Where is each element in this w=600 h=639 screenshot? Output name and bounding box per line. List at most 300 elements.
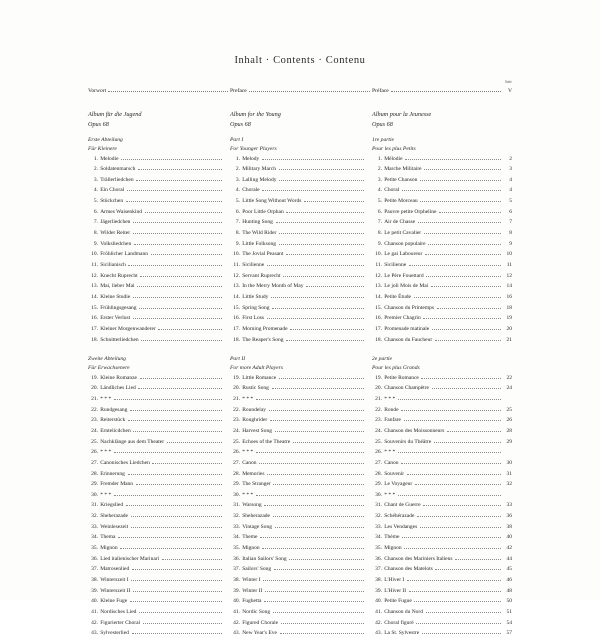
dot-leader xyxy=(273,516,364,517)
dot-leader xyxy=(279,233,364,234)
contents-entry[interactable] xyxy=(230,313,366,324)
contents-entry[interactable] xyxy=(372,281,512,292)
contents-entry[interactable] xyxy=(230,479,366,490)
entry-title: Reiterstück xyxy=(100,417,126,424)
contents-entry[interactable] xyxy=(230,596,366,607)
entry-number: 2. xyxy=(235,166,240,173)
entry-number: 24. xyxy=(233,427,240,434)
entry-number: 12. xyxy=(91,272,98,279)
entry-title: Ein Choral xyxy=(100,187,125,194)
dot-leader xyxy=(416,623,501,624)
album-title-en: Album for the Young xyxy=(230,111,281,118)
contents-entry[interactable] xyxy=(372,532,512,543)
entry-number: 20. xyxy=(233,385,240,392)
contents-entry[interactable] xyxy=(372,303,512,314)
contents-entry[interactable] xyxy=(88,554,224,565)
dot-leader xyxy=(133,591,222,592)
entry-title: Little Study xyxy=(242,294,269,301)
dot-leader xyxy=(151,254,222,255)
contents-entry[interactable] xyxy=(230,217,366,228)
entry-page-number: 24 xyxy=(506,385,512,392)
contents-entry[interactable] xyxy=(230,628,366,639)
contents-entry[interactable] xyxy=(88,207,224,218)
dot-leader xyxy=(128,474,222,475)
contents-entry[interactable] xyxy=(372,469,512,480)
contents-entry[interactable] xyxy=(88,415,224,426)
preface-entry-en xyxy=(230,88,372,94)
contents-entry[interactable] xyxy=(372,373,512,384)
dot-leader xyxy=(131,580,222,581)
entry-number: 41. xyxy=(91,609,98,616)
contents-entry[interactable] xyxy=(372,313,512,324)
contents-entry[interactable] xyxy=(230,207,366,218)
entry-title: The Reaper's Song xyxy=(242,336,284,343)
contents-entry[interactable] xyxy=(372,196,512,207)
entry-title: Knecht Ruprecht xyxy=(100,272,138,279)
entry-title: Roundelay xyxy=(242,406,267,413)
contents-entry[interactable] xyxy=(372,405,512,416)
contents-entry[interactable] xyxy=(88,596,224,607)
dot-leader xyxy=(267,265,364,266)
contents-entry[interactable] xyxy=(88,228,224,239)
contents-entry[interactable] xyxy=(372,217,512,228)
entry-title: Mignon xyxy=(100,545,118,552)
entry-number: 12. xyxy=(233,272,240,279)
contents-entry[interactable] xyxy=(88,618,224,629)
entry-number: 26. xyxy=(91,449,98,456)
entry-number: 18. xyxy=(233,336,240,343)
contents-entry[interactable] xyxy=(88,217,224,228)
entry-number: 22. xyxy=(233,406,240,413)
contents-entry[interactable] xyxy=(372,175,512,186)
entry-title: Melodie xyxy=(100,155,119,162)
part2-title-en: Part II xyxy=(230,356,246,363)
entry-title: * * * xyxy=(242,491,254,498)
preface-entry-de xyxy=(88,88,230,94)
contents-entry[interactable] xyxy=(372,324,512,335)
contents-entry[interactable] xyxy=(230,469,366,480)
entry-title: Schnitterliedchen xyxy=(100,336,139,343)
part2-list-en xyxy=(230,373,366,639)
dot-leader xyxy=(262,159,364,160)
entry-number: 8. xyxy=(235,230,240,237)
contents-entry[interactable] xyxy=(372,164,512,175)
entry-number: 1. xyxy=(93,155,98,162)
entry-number: 41. xyxy=(375,609,382,616)
entry-number: 17. xyxy=(91,326,98,332)
contents-entry[interactable] xyxy=(372,628,512,639)
section-spacer xyxy=(230,345,366,355)
contents-entry[interactable] xyxy=(230,426,366,437)
contents-entry[interactable] xyxy=(230,239,366,250)
dot-leader xyxy=(134,244,222,245)
contents-entry[interactable] xyxy=(88,405,224,416)
entry-number: 27. xyxy=(91,459,98,466)
entry-title: Sailors' Song xyxy=(242,566,272,573)
contents-entry[interactable] xyxy=(88,260,224,271)
contents-entry[interactable] xyxy=(88,271,224,282)
contents-entry[interactable] xyxy=(372,185,512,196)
entry-title: Lalling Melody xyxy=(242,176,277,183)
dot-leader xyxy=(304,201,364,202)
entry-title: * * * xyxy=(384,449,396,456)
entry-number: 16. xyxy=(375,315,382,322)
entry-title: Le Père Fouettard xyxy=(384,272,424,279)
contents-entry[interactable] xyxy=(230,335,366,346)
dot-leader xyxy=(279,378,364,379)
dot-leader xyxy=(133,431,221,432)
dot-leader xyxy=(447,431,501,432)
entry-number: 40. xyxy=(375,598,382,605)
dot-leader xyxy=(121,159,222,160)
entry-title: Erntelicdchen xyxy=(100,427,131,434)
dot-leader xyxy=(431,286,501,287)
entry-title: Nachklänge aus dem Theater xyxy=(100,438,165,445)
contents-entry[interactable] xyxy=(230,490,366,501)
entry-number: 14. xyxy=(91,294,98,301)
dot-leader xyxy=(432,388,501,389)
contents-entry[interactable] xyxy=(230,175,366,186)
entry-title: Chanson du Printemps xyxy=(384,304,434,311)
entry-title: * * * xyxy=(100,395,112,402)
part1-subtitle-fr: Pour les plus Petits xyxy=(372,145,416,152)
contents-entry[interactable] xyxy=(230,543,366,554)
entry-number: 21. xyxy=(91,395,98,402)
contents-columns xyxy=(88,110,512,639)
entry-number: 11. xyxy=(233,262,240,269)
entry-title: L'Hiver I xyxy=(384,577,405,584)
contents-entry[interactable] xyxy=(88,426,224,437)
entry-page-number: 19 xyxy=(506,315,512,322)
entry-number: 16. xyxy=(91,315,98,322)
contents-entry[interactable] xyxy=(230,383,366,394)
entry-number: 43. xyxy=(375,630,382,637)
contents-entry[interactable] xyxy=(372,543,512,554)
contents-entry[interactable] xyxy=(230,154,366,165)
seite-column-label: Seite xyxy=(505,80,512,84)
contents-entry[interactable] xyxy=(88,479,224,490)
entry-title: Canon xyxy=(384,459,399,466)
part1-list-en xyxy=(230,154,366,346)
dot-leader xyxy=(432,329,501,330)
entry-number: 28. xyxy=(375,470,382,477)
dot-leader xyxy=(420,201,501,202)
dot-leader xyxy=(420,527,501,528)
entry-title: Thème xyxy=(384,534,400,541)
contents-entry[interactable] xyxy=(230,522,366,533)
dot-leader xyxy=(143,623,222,624)
contents-entry[interactable] xyxy=(230,511,366,522)
contents-entry[interactable] xyxy=(88,373,224,384)
contents-entry[interactable] xyxy=(88,292,224,303)
entry-page-number: 54 xyxy=(506,619,512,626)
entry-number: 30. xyxy=(375,491,382,498)
entry-title: Rundgesang xyxy=(100,406,128,413)
entry-number: 31. xyxy=(233,502,240,509)
entry-title: Chant de Guerre xyxy=(384,502,421,509)
entry-number: 29. xyxy=(375,481,382,488)
page-title: Inhalt · Contents · Contenu xyxy=(234,55,366,66)
contents-entry[interactable] xyxy=(372,426,512,437)
contents-entry[interactable] xyxy=(88,383,224,394)
entry-number: 38. xyxy=(91,577,98,584)
dot-leader xyxy=(279,244,364,245)
entry-number: 33. xyxy=(91,523,98,530)
contents-entry[interactable] xyxy=(230,564,366,575)
entry-title: Souvenir xyxy=(384,470,405,477)
entry-page-number: 57 xyxy=(506,630,512,637)
entry-title: Sicilienne xyxy=(384,262,407,269)
contents-entry[interactable] xyxy=(230,373,366,384)
entry-number: 37. xyxy=(233,566,240,573)
dot-leader xyxy=(139,308,222,309)
contents-entry[interactable] xyxy=(372,554,512,565)
contents-entry[interactable] xyxy=(88,511,224,522)
contents-entry[interactable] xyxy=(88,458,224,469)
entry-title: Sheherazade xyxy=(242,513,270,520)
contents-entry[interactable] xyxy=(230,575,366,586)
contents-entry[interactable] xyxy=(88,335,224,346)
dot-leader xyxy=(414,601,500,602)
contents-entry[interactable] xyxy=(230,260,366,271)
contents-entry[interactable] xyxy=(88,313,224,324)
contents-entry[interactable] xyxy=(88,249,224,260)
contents-entry[interactable] xyxy=(88,324,224,335)
dot-leader xyxy=(139,612,222,613)
dot-leader xyxy=(259,463,364,464)
entry-title: Figured Chorale xyxy=(242,619,279,626)
contents-entry[interactable] xyxy=(372,228,512,239)
contents-entry[interactable] xyxy=(372,394,512,405)
dot-leader xyxy=(407,474,501,475)
contents-entry[interactable] xyxy=(88,628,224,639)
entry-number: 6. xyxy=(93,208,98,215)
entry-number: 24. xyxy=(91,427,98,434)
contents-entry[interactable] xyxy=(372,618,512,629)
entry-number: 10. xyxy=(233,251,240,258)
contents-entry[interactable] xyxy=(88,196,224,207)
contents-entry[interactable] xyxy=(372,596,512,607)
contents-entry[interactable] xyxy=(372,249,512,260)
contents-entry[interactable] xyxy=(372,511,512,522)
entry-title: Le gai Laboureur xyxy=(384,251,423,258)
contents-entry[interactable] xyxy=(230,405,366,416)
contents-entry[interactable] xyxy=(230,292,366,303)
dot-leader xyxy=(424,233,501,234)
entry-title: Canon xyxy=(242,459,257,466)
entry-title: Jägerliedchen xyxy=(100,219,131,226)
contents-entry[interactable] xyxy=(372,500,512,511)
dot-leader xyxy=(401,463,501,464)
dot-leader xyxy=(417,516,501,517)
entry-title: Chanson des Matelots xyxy=(384,566,433,573)
entry-page-number: 9 xyxy=(509,240,512,247)
contents-entry[interactable] xyxy=(230,281,366,292)
contents-entry[interactable] xyxy=(230,324,366,335)
contents-entry[interactable] xyxy=(88,185,224,196)
contents-entry[interactable] xyxy=(372,479,512,490)
dot-leader xyxy=(423,505,501,506)
dot-leader xyxy=(275,527,364,528)
contents-entry[interactable] xyxy=(230,164,366,175)
entry-number: 36. xyxy=(375,555,382,562)
contents-entry[interactable] xyxy=(88,543,224,554)
part2-list-de xyxy=(88,373,224,639)
contents-entry[interactable] xyxy=(88,303,224,314)
entry-number: 18. xyxy=(91,336,98,343)
contents-entry[interactable] xyxy=(88,164,224,175)
contents-entry[interactable] xyxy=(372,154,512,165)
entry-number: 25. xyxy=(375,438,382,445)
contents-entry[interactable] xyxy=(372,458,512,469)
contents-entry[interactable] xyxy=(372,271,512,282)
contents-entry[interactable] xyxy=(372,239,512,250)
entry-number: 21. xyxy=(233,395,240,402)
contents-entry[interactable] xyxy=(230,415,366,426)
contents-entry[interactable] xyxy=(372,586,512,597)
contents-entry[interactable] xyxy=(88,575,224,586)
contents-entry[interactable] xyxy=(230,437,366,448)
dot-leader xyxy=(133,297,222,298)
part1-list-fr xyxy=(372,154,512,346)
contents-entry[interactable] xyxy=(88,564,224,575)
preface-page-number: V xyxy=(507,88,512,94)
entry-title: Premier Chagrin xyxy=(384,315,421,322)
contents-entry[interactable] xyxy=(88,469,224,480)
entry-page-number: 32 xyxy=(506,481,512,488)
contents-entry[interactable] xyxy=(230,532,366,543)
dot-leader xyxy=(108,91,228,92)
contents-entry[interactable] xyxy=(372,447,512,458)
contents-entry[interactable] xyxy=(230,607,366,618)
entry-page-number: 4 xyxy=(509,187,512,194)
contents-entry[interactable] xyxy=(88,154,224,165)
dot-leader xyxy=(428,244,501,245)
contents-entry[interactable] xyxy=(372,575,512,586)
contents-entry[interactable] xyxy=(372,383,512,394)
entry-number: 27. xyxy=(233,459,240,466)
entry-number: 23. xyxy=(233,417,240,424)
dot-leader xyxy=(120,548,222,549)
contents-entry[interactable] xyxy=(88,437,224,448)
dot-leader xyxy=(114,399,222,400)
contents-entry[interactable] xyxy=(230,196,366,207)
contents-entry[interactable] xyxy=(88,239,224,250)
contents-entry[interactable] xyxy=(88,175,224,186)
entry-title: The Jovial Peasant xyxy=(242,251,284,258)
entry-number: 10. xyxy=(375,251,382,258)
contents-entry[interactable] xyxy=(230,458,366,469)
dot-leader xyxy=(283,276,364,277)
contents-entry[interactable] xyxy=(372,490,512,501)
entry-number: 13. xyxy=(375,283,382,290)
dot-leader xyxy=(260,537,364,538)
entry-title: Souvenirs du Théâtre xyxy=(384,438,432,445)
album-title-fr: Album pour la Jeunesse xyxy=(372,111,432,118)
dot-leader xyxy=(455,559,501,560)
contents-entry[interactable] xyxy=(230,271,366,282)
entry-title: Morning Promenade xyxy=(242,326,288,332)
entry-title: Chorale xyxy=(242,187,260,194)
entry-page-number: 44 xyxy=(506,555,512,562)
contents-entry[interactable] xyxy=(88,607,224,618)
entry-page-number: 51 xyxy=(506,609,512,616)
entry-page-number: 42 xyxy=(506,545,512,552)
contents-entry[interactable] xyxy=(88,532,224,543)
contents-entry[interactable] xyxy=(372,522,512,533)
contents-entry[interactable] xyxy=(230,394,366,405)
contents-entry[interactable] xyxy=(230,554,366,565)
entry-title: Petite Morceau xyxy=(384,198,418,205)
dot-leader xyxy=(272,308,364,309)
entry-number: 28. xyxy=(91,470,98,477)
dot-leader xyxy=(306,286,364,287)
entry-title: * * * xyxy=(100,449,112,456)
contents-entry[interactable] xyxy=(230,228,366,239)
preface-row xyxy=(88,80,512,94)
contents-entry[interactable] xyxy=(88,586,224,597)
entry-title: Chanson des Moissonneurs xyxy=(384,427,445,434)
album-title-de: Album für die Jugend xyxy=(88,111,142,118)
contents-entry[interactable] xyxy=(88,500,224,511)
contents-entry[interactable] xyxy=(230,500,366,511)
entry-title: Chanson des Mariniers Italiens xyxy=(384,555,453,562)
entry-number: 30. xyxy=(91,491,98,498)
contents-entry[interactable] xyxy=(372,437,512,448)
dot-leader xyxy=(145,212,222,213)
entry-page-number: 26 xyxy=(506,417,512,424)
entry-title: * * * xyxy=(242,449,254,456)
contents-entry[interactable] xyxy=(230,303,366,314)
contents-entry[interactable] xyxy=(372,260,512,271)
contents-entry[interactable] xyxy=(372,415,512,426)
dot-leader xyxy=(420,180,501,181)
entry-title: Armes Waisenkind xyxy=(100,208,142,215)
contents-entry[interactable] xyxy=(88,281,224,292)
contents-entry[interactable] xyxy=(88,522,224,533)
entry-number: 7. xyxy=(235,219,240,226)
entry-title: Winterszeit I xyxy=(100,577,129,584)
dot-leader xyxy=(114,452,222,453)
contents-entry[interactable] xyxy=(88,490,224,501)
entry-page-number: 7 xyxy=(509,219,512,226)
contents-entry[interactable] xyxy=(230,586,366,597)
contents-entry[interactable] xyxy=(88,447,224,458)
entry-page-number: 8 xyxy=(509,230,512,237)
dot-leader xyxy=(404,420,501,421)
entry-number: 8. xyxy=(377,230,382,237)
entry-number: 5. xyxy=(93,198,98,205)
album-opus-en: Opus 68 xyxy=(230,120,251,128)
contents-entry[interactable] xyxy=(372,335,512,346)
contents-entry[interactable] xyxy=(372,564,512,575)
contents-entry[interactable] xyxy=(230,185,366,196)
contents-entry[interactable] xyxy=(88,394,224,405)
entry-title: Ländliches Lied xyxy=(100,385,136,392)
contents-entry[interactable] xyxy=(230,249,366,260)
contents-entry[interactable] xyxy=(372,607,512,618)
dot-leader xyxy=(131,527,222,528)
contents-entry[interactable] xyxy=(372,292,512,303)
dot-leader xyxy=(391,91,501,92)
entry-number: 29. xyxy=(91,481,98,488)
dot-leader xyxy=(126,201,222,202)
contents-entry[interactable] xyxy=(230,447,366,458)
contents-entry[interactable] xyxy=(230,618,366,629)
contents-entry[interactable] xyxy=(372,207,512,218)
dot-leader xyxy=(138,388,221,389)
dot-leader xyxy=(425,254,501,255)
